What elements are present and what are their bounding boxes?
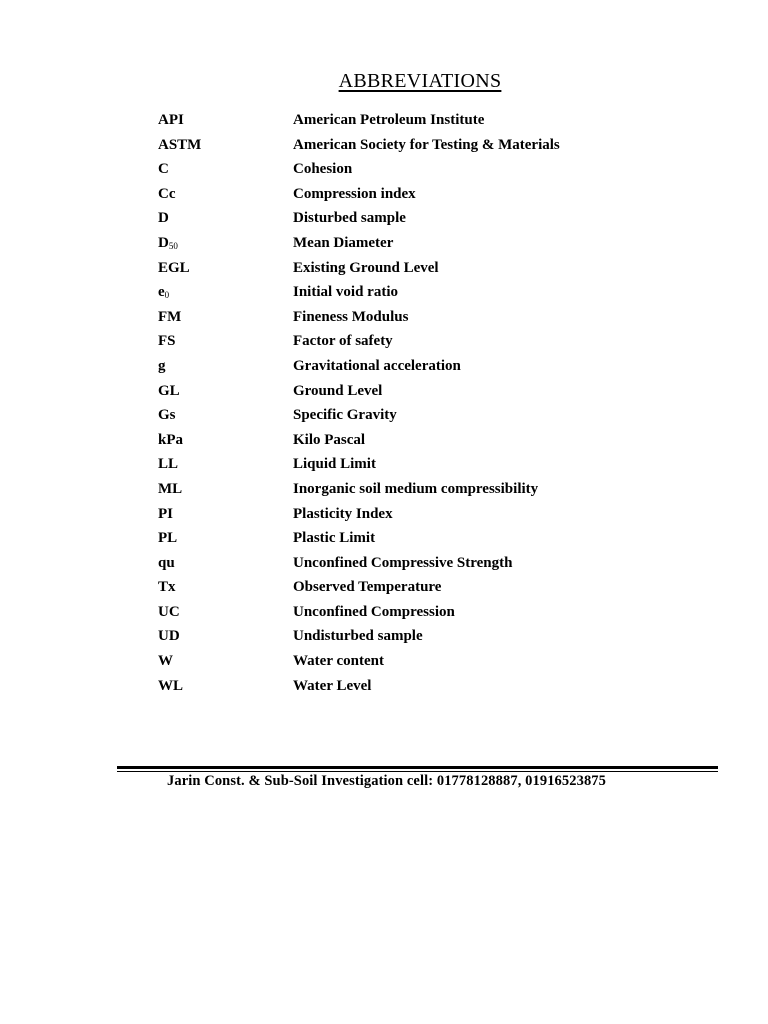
abbreviation-code <box>158 133 293 158</box>
abbreviation-code-subscript: 0 <box>164 290 170 301</box>
abbreviation-code-text: qu <box>158 554 175 571</box>
abbreviation-code <box>158 477 293 502</box>
abbreviation-row <box>158 329 560 354</box>
abbreviation-code <box>158 329 293 354</box>
abbreviation-definition: Inorganic soil medium compressibility <box>293 480 539 497</box>
abbreviation-row <box>158 452 560 477</box>
abbreviation-definition: Unconfined Compressive Strength <box>293 554 513 571</box>
abbreviation-code <box>158 280 293 305</box>
abbreviation-code-text: FS <box>158 333 176 350</box>
abbreviation-code-text: API <box>158 112 184 128</box>
abbreviation-code-text: EGL <box>158 259 190 276</box>
abbreviation-row <box>158 600 560 625</box>
abbreviation-definition: Water Level <box>293 677 372 694</box>
abbreviation-code <box>158 354 293 379</box>
abbreviation-code <box>158 624 293 649</box>
abbreviation-row <box>158 428 560 453</box>
abbreviation-definition: Water content <box>293 653 384 670</box>
abbreviation-code-text: Tx <box>158 579 176 596</box>
abbreviation-code-text: Cc <box>158 185 176 202</box>
abbreviation-code-text: D <box>158 210 169 227</box>
abbreviation-code <box>158 379 293 404</box>
abbreviation-code <box>158 649 293 674</box>
abbreviation-row <box>158 477 560 502</box>
abbreviation-code-text: UC <box>158 603 180 620</box>
abbreviation-definition: Factor of safety <box>293 333 393 350</box>
abbreviation-code <box>158 551 293 576</box>
abbreviation-row <box>158 231 560 256</box>
abbreviation-code <box>158 256 293 281</box>
abbreviation-code <box>158 526 293 551</box>
abbreviation-code-text: FM <box>158 308 182 325</box>
abbreviation-code <box>158 575 293 600</box>
abbreviation-code <box>158 157 293 182</box>
abbreviation-code-text: e <box>158 284 165 301</box>
abbreviation-definition: Existing Ground Level <box>293 259 439 276</box>
abbreviation-code-text: LL <box>158 456 179 473</box>
abbreviation-definition: Fineness Modulus <box>293 308 409 325</box>
abbreviation-definition: Initial void ratio <box>293 284 399 301</box>
abbreviation-code-text: D <box>158 234 169 251</box>
abbreviation-code-text: C <box>158 161 169 178</box>
abbreviation-code <box>158 403 293 428</box>
abbreviation-row <box>158 526 560 551</box>
abbreviation-row <box>158 403 560 428</box>
abbreviation-row <box>158 575 560 600</box>
abbreviation-row <box>158 256 560 281</box>
abbreviation-definition: Plastic Limit <box>293 530 376 547</box>
abbreviation-code <box>158 502 293 527</box>
abbreviation-code <box>158 231 293 256</box>
abbreviation-code-text: W <box>158 653 173 670</box>
page-title: ABBREVIATIONS <box>338 70 502 92</box>
abbreviation-definition: Compression index <box>293 185 416 202</box>
abbreviation-row <box>158 674 560 699</box>
abbreviation-code-text: PI <box>158 505 173 522</box>
abbreviation-code-subscript: 50 <box>168 240 178 251</box>
abbreviation-code-text: kPa <box>158 431 184 448</box>
abbreviation-code <box>158 452 293 477</box>
abbreviation-definition: Kilo Pascal <box>293 431 366 448</box>
abbreviation-code-text: Gs <box>158 407 176 424</box>
abbreviation-code <box>158 206 293 231</box>
abbreviation-definition: Ground Level <box>293 382 383 399</box>
abbreviation-row <box>158 624 560 649</box>
footer-divider-thin <box>117 771 718 772</box>
abbreviation-code-text: g <box>158 357 166 374</box>
abbreviation-definition: Disturbed sample <box>293 210 406 227</box>
abbreviation-code <box>158 108 293 133</box>
abbreviation-code-text: UD <box>158 628 180 645</box>
abbreviation-list <box>158 108 560 698</box>
abbreviation-row <box>158 133 560 158</box>
abbreviation-row <box>158 379 560 404</box>
abbreviation-row <box>158 108 560 133</box>
abbreviation-row <box>158 649 560 674</box>
abbreviation-definition: Observed Temperature <box>293 579 442 596</box>
abbreviation-definition: Mean Diameter <box>293 234 394 251</box>
abbreviation-code <box>158 182 293 207</box>
abbreviation-definition: Plasticity Index <box>293 505 393 522</box>
abbreviation-definition: Specific Gravity <box>293 407 397 424</box>
abbreviation-definition: American Petroleum Institute <box>293 112 485 128</box>
abbreviation-row <box>158 157 560 182</box>
abbreviation-row <box>158 305 560 330</box>
abbreviation-code <box>158 305 293 330</box>
abbreviation-definition: Cohesion <box>293 161 353 178</box>
abbreviation-code-text: GL <box>158 382 180 399</box>
abbreviation-definition: Unconfined Compression <box>293 603 455 620</box>
abbreviation-row <box>158 280 560 305</box>
abbreviation-code <box>158 674 293 699</box>
abbreviation-definition: Undisturbed sample <box>293 628 423 645</box>
abbreviation-code-text: WL <box>158 677 184 694</box>
abbreviation-definition: Gravitational acceleration <box>293 357 461 374</box>
abbreviation-code-text: ASTM <box>158 136 202 153</box>
abbreviation-row <box>158 182 560 207</box>
abbreviation-row <box>158 354 560 379</box>
footer-contact: Jarin Const. & Sub-Soil Investigation cell: 01778128887, 01916523875 <box>167 773 607 789</box>
abbreviation-code <box>158 428 293 453</box>
abbreviation-row <box>158 206 560 231</box>
abbreviation-code <box>158 600 293 625</box>
abbreviation-row <box>158 502 560 527</box>
abbreviation-code-text: PL <box>158 530 178 547</box>
abbreviation-code-text: ML <box>158 480 183 497</box>
abbreviation-row <box>158 551 560 576</box>
abbreviation-definition: Liquid Limit <box>293 456 376 473</box>
abbreviation-definition: American Society for Testing & Materials <box>293 136 560 153</box>
footer-divider-thick <box>117 766 718 769</box>
